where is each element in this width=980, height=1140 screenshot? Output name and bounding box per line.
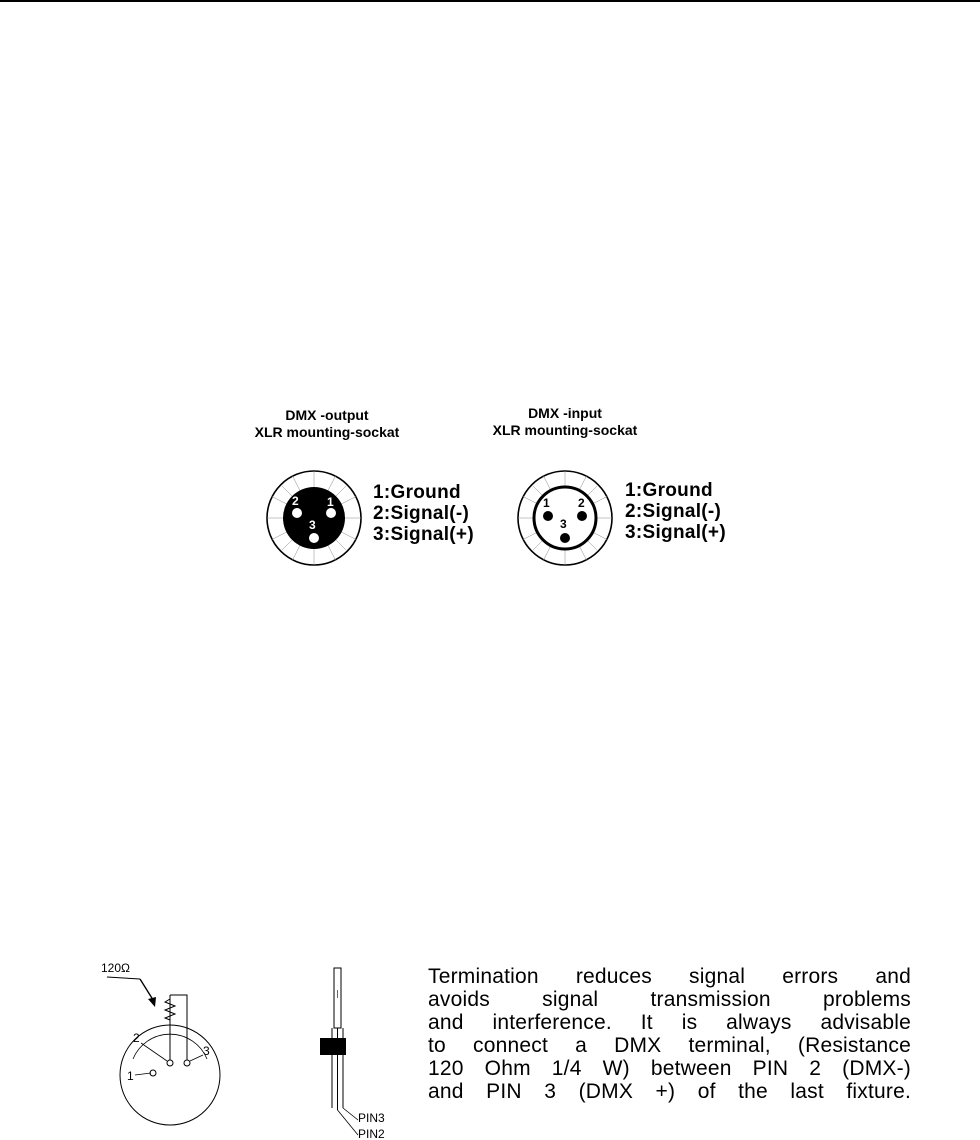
pin-1-label: 1:Ground: [625, 480, 713, 501]
paragraph-line: and interference. It is always advisable: [428, 1011, 911, 1034]
pin-1-label: 1:Ground: [373, 482, 461, 503]
plug-pin-label: 3: [203, 1044, 210, 1058]
input-pin-number: 2: [578, 496, 585, 510]
pin-2-label: 2:Signal(-): [625, 501, 722, 522]
output-pin-number: 2: [292, 494, 299, 508]
termination-paragraph: [428, 965, 911, 1103]
paragraph-line: to connect a DMX terminal, (Resistance: [428, 1034, 911, 1057]
dmx-input-subtitle: XLR mounting-sockat: [492, 422, 638, 438]
dmx-output-pin-list: [373, 482, 474, 545]
pin-2-label: 2:Signal(-): [373, 503, 470, 524]
input-pin-number: 3: [560, 517, 567, 531]
pin-3-label: 3:Signal(+): [625, 522, 726, 543]
dmx-input-pin-list: [625, 480, 726, 543]
paragraph-line: 120 Ohm 1/4 W) between PIN 2 (DMX-): [428, 1057, 911, 1080]
resistor-value-label: 120Ω: [101, 961, 130, 975]
dmx-output-subtitle: XLR mounting-sockat: [254, 424, 400, 440]
adapter-pin-label: PIN2: [358, 1127, 385, 1140]
dmx-output-caption: [232, 407, 422, 441]
paragraph-line: avoids signal transmission problems: [428, 988, 911, 1011]
plug-pin-label: 2: [133, 1031, 140, 1045]
paragraph-line: Termination reduces signal errors and: [428, 965, 911, 988]
dmx-input-caption: [470, 405, 660, 439]
output-pin-number: 1: [327, 495, 334, 509]
terminator-adapter-diagram: [310, 960, 400, 1140]
dmx-input-title: DMX -input: [528, 405, 602, 421]
xlr-output-socket-icon: [264, 468, 364, 568]
adapter-pin-label: PIN3: [358, 1111, 385, 1125]
xlr-input-socket-icon: [515, 468, 615, 568]
page-top-rule: [0, 0, 980, 2]
output-pin-number: 3: [309, 518, 316, 532]
dmx-output-title: DMX -output: [285, 407, 369, 423]
termination-plug-resistor-diagram: [95, 955, 235, 1135]
pin-3-label: 3:Signal(+): [373, 524, 474, 545]
paragraph-line: and PIN 3 (DMX +) of the last fixture.: [428, 1080, 911, 1103]
input-pin-number: 1: [543, 496, 550, 510]
plug-pin-label: 1: [127, 1069, 134, 1083]
